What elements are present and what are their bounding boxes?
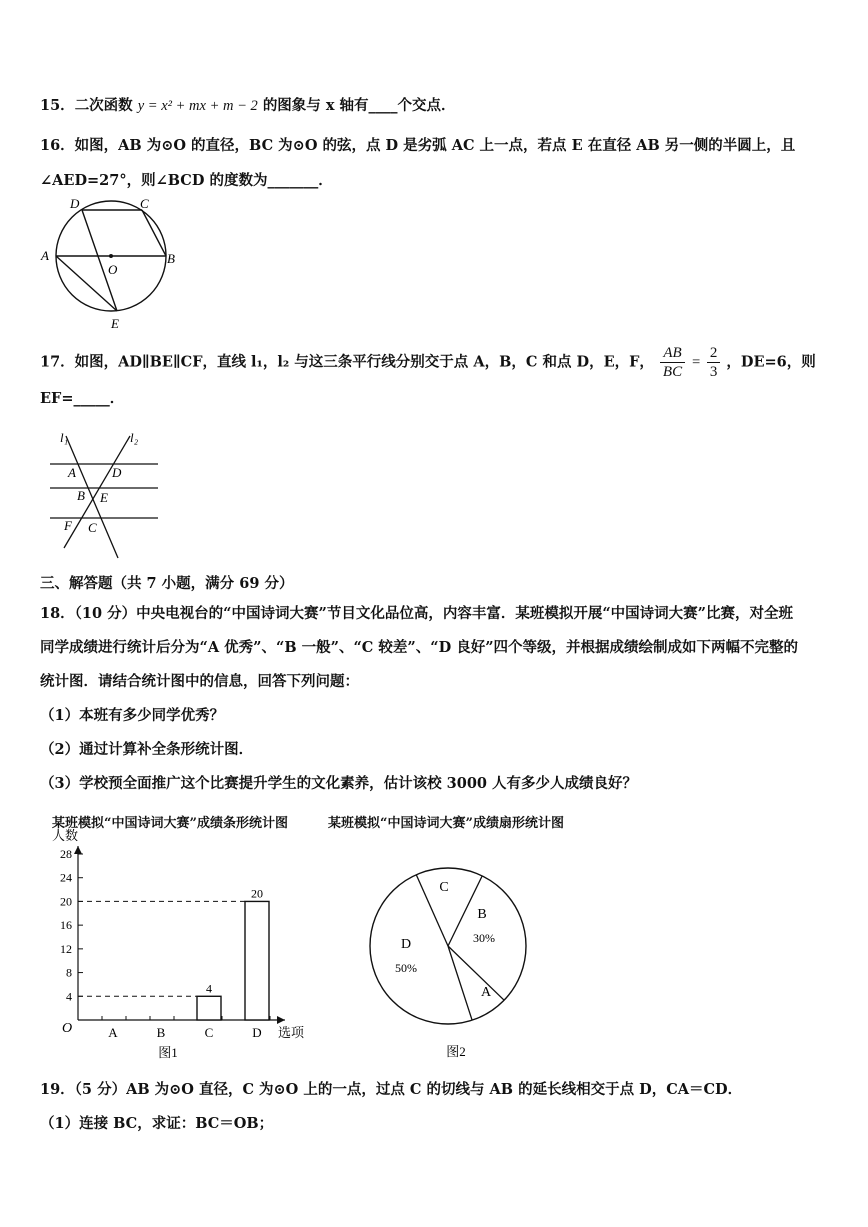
q15-number: 15． [40, 97, 75, 114]
q18-line-2: 同学成绩进行统计后分为“A 优秀”、“B 一般”、“C 较差”、“D 良好”四个等级，并根据成绩绘制成如下两幅不完整的 [40, 639, 799, 656]
q16-label-d: D [70, 196, 80, 211]
q15-suffix: 的图象与 x 轴有____个交点． [262, 97, 456, 114]
q17-label-d: D [112, 465, 122, 480]
y-tick-label: 28 [60, 847, 72, 861]
bar-chart-caption: 图1 [158, 1045, 178, 1060]
q15-formula: y = x² + mx + m − 2 [137, 98, 258, 114]
slice-percent-b: 30% [473, 931, 495, 945]
y-axis-label: 人数 [52, 828, 79, 843]
slice-label-c: C [439, 880, 449, 895]
bar-d [245, 901, 269, 1020]
bar-value-label: 20 [251, 886, 263, 901]
y-tick-label: 20 [60, 894, 72, 909]
slice-label-d: D [400, 937, 412, 952]
q18-line-3: 统计图．请结合统计图中的信息，回答下列问题： [40, 673, 359, 690]
q15-prefix: 二次函数 [74, 97, 133, 114]
x-axis-arrow [277, 1016, 285, 1024]
q17-label-l2: l₂ [130, 430, 139, 445]
pie-chart-caption: 图2 [446, 1044, 466, 1059]
q18-sub-3: （3）学校预全面推广这个比赛提升学生的文化素养，估计该校 3000 人有多少人成绩良好？ [40, 775, 638, 792]
q17-label-e: E [100, 490, 108, 505]
q19-sub-1: （1）连接 BC，求证：BC＝OB； [40, 1115, 274, 1132]
q17-label-f: F [64, 518, 72, 533]
q16-line-2: ∠AED=27°，则∠BCD 的度数为_______． [40, 172, 333, 189]
q17-prefix: 17．如图，AD∥BE∥CF，直线 l₁，l₂ 与这三条平行线分别交于点 A，B，C 和点 D，E，F， [40, 353, 654, 371]
bar-chart [40, 826, 320, 1066]
y-tick-label: 4 [66, 989, 72, 1004]
q18-line-1: 18．（10 分）中央电视台的“中国诗词大赛”节目文化品位高，内容丰富．某班模拟开展“中国诗词大赛”比赛，对全班 [40, 605, 794, 622]
q17-suffix: ，DE=6，则 [726, 353, 816, 371]
q16-label-b: B [167, 251, 175, 266]
pie-chart [360, 862, 540, 1062]
section-heading: 三、解答题（共 7 小题，满分 69 分） [40, 575, 294, 592]
q17-fraction-value: $\frac{2}{3}$ [707, 344, 721, 381]
q18-sub-2: （2）通过计算补全条形统计图． [40, 741, 254, 758]
q17-equals: = [691, 354, 701, 371]
q16-label-e: E [111, 316, 119, 331]
question-15 [40, 96, 456, 116]
q18-sub-1: （1）本班有多少同学优秀？ [40, 707, 225, 724]
q16-label-a: A [41, 248, 49, 263]
q17-label-b: B [77, 488, 85, 503]
bar-value-label: 4 [206, 981, 212, 996]
q17-label-c: C [88, 520, 97, 535]
y-tick-label: 24 [60, 870, 72, 885]
q17-label-l1: l₁ [60, 430, 69, 445]
q17-parallel-lines-figure [44, 426, 164, 560]
q16-label-o: O [108, 262, 118, 277]
x-axis-label: 选项 [278, 1025, 305, 1040]
slice-percent-d: 50% [395, 961, 417, 975]
x-tick-label: C [204, 1025, 214, 1040]
x-tick-label: B [156, 1025, 166, 1040]
q17-line-2: EF=_____． [40, 390, 125, 407]
y-tick-label: 8 [66, 965, 72, 980]
bar-chart-title: 某班模拟“中国诗词大赛”成绩条形统计图 [52, 816, 288, 831]
y-tick-label: 16 [60, 918, 72, 933]
q17-line-1 [40, 344, 816, 381]
q19-line-1: 19．（5 分）AB 为⊙O 直径，C 为⊙O 上的一点，过点 C 的切线与 AB 的延长线相交于点 D，CA＝CD． [40, 1081, 743, 1098]
origin-label: O [62, 1021, 73, 1036]
bar-c [197, 996, 221, 1020]
slice-label-a: A [480, 985, 492, 1000]
q17-fraction-ab-bc: $\frac{AB}{BC}$ [660, 344, 685, 381]
x-tick-label: D [252, 1025, 262, 1040]
q16-circle-figure [38, 196, 188, 334]
y-tick-label: 12 [60, 941, 72, 956]
q17-label-a: A [68, 465, 76, 480]
slice-label-b: B [477, 907, 487, 922]
q16-label-c: C [140, 196, 149, 211]
x-tick-label: A [108, 1025, 118, 1040]
q16-line-1: 16．如图，AB 为⊙O 的直径，BC 为⊙O 的弦，点 D 是劣弧 AC 上一点，若点 E 在直径 AB 另一侧的半圆上，且 [40, 137, 796, 154]
pie-chart-title: 某班模拟“中国诗词大赛”成绩扇形统计图 [328, 816, 564, 831]
y-axis-arrow [74, 846, 82, 854]
